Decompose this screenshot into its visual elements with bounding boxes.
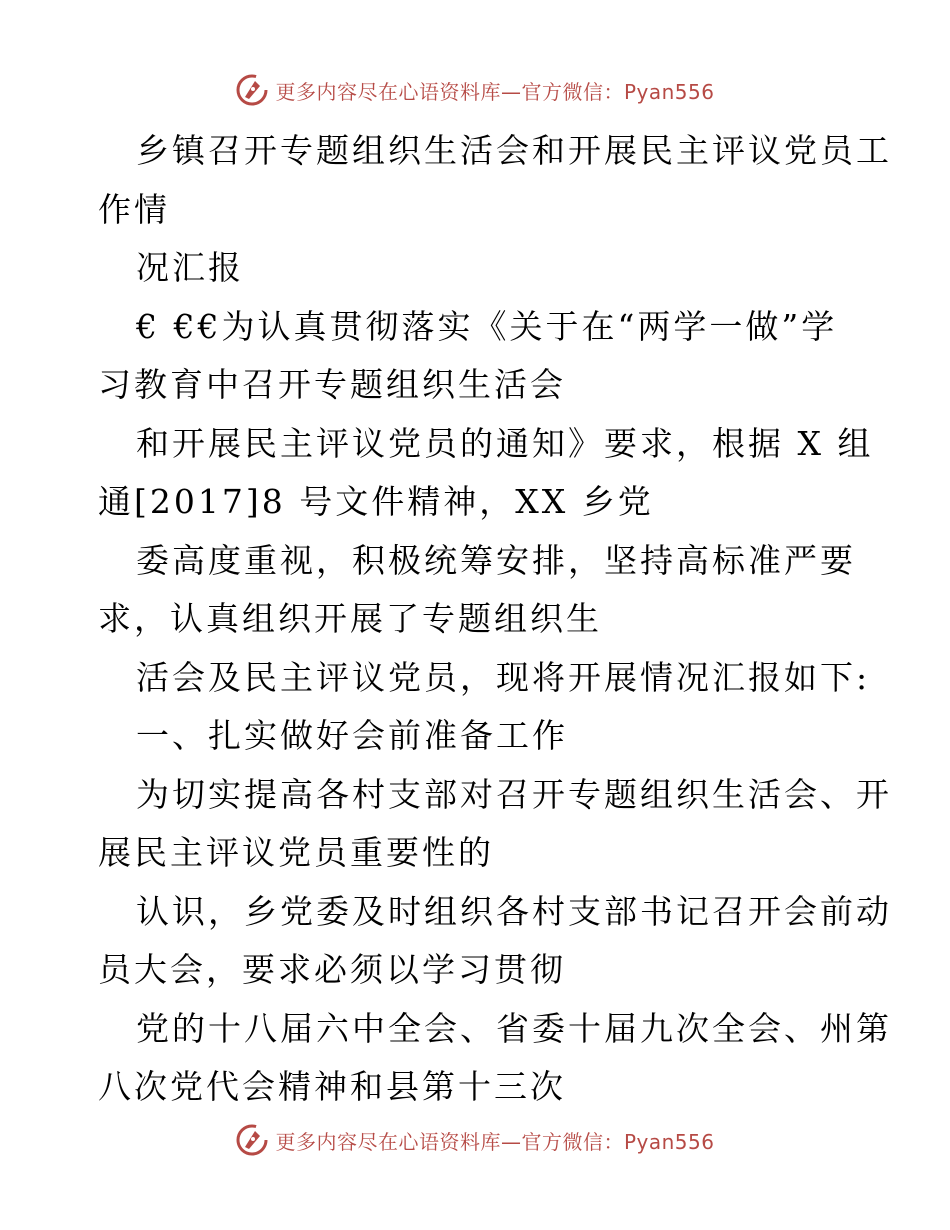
paragraph-line: 展民主评议党员重要性的 xyxy=(98,833,494,872)
paragraph-line: 认识，乡党委及时组织各村支部书记召开会前动 xyxy=(136,891,892,931)
footer-banner-text: 更多内容尽在心语资料库—官方微信：Pyan556 xyxy=(275,1129,715,1154)
paragraph-line: 为切实提高各村支部对召开专题组织生活会、开 xyxy=(136,774,892,814)
pen-nib-logo-icon xyxy=(235,1123,269,1157)
title-line-3: 况汇报 xyxy=(136,248,244,287)
paragraph-line: 和开展民主评议党员的通知》要求，根据 X 组 xyxy=(136,423,874,463)
pen-nib-logo-icon xyxy=(235,73,269,107)
paragraph-line: 活会及民主评议党员，现将开展情况汇报如下: xyxy=(136,657,871,697)
paragraph-line: 员大会，要求必须以学习贯彻 xyxy=(98,950,566,989)
header-banner-text: 更多内容尽在心语资料库—官方微信：Pyan556 xyxy=(275,79,715,104)
header-banner xyxy=(0,70,950,110)
paragraph-line: 求，认真组织开展了专题组织生 xyxy=(98,599,602,638)
paragraph-line: 党的十八届六中全会、省委十届九次全会、州第 xyxy=(136,1008,892,1048)
footer-banner xyxy=(0,1120,950,1160)
paragraph-line: 通[2017]8 号文件精神，XX 乡党 xyxy=(98,482,654,521)
paragraph-line: 习教育中召开专题组织生活会 xyxy=(98,365,566,404)
title-line-2: 作情 xyxy=(98,189,170,229)
paragraph-line: 八次党代会精神和县第十三次 xyxy=(98,1067,566,1106)
title-line-1: 乡镇召开专题组织生活会和开展民主评议党员工 xyxy=(136,131,892,170)
paragraph-line: 委高度重视，积极统筹安排，坚持高标准严要 xyxy=(136,540,856,580)
paragraph-line: € €€为认真贯彻落实《关于在“两学一做”学 xyxy=(136,306,838,346)
document-body xyxy=(98,122,892,1117)
section-heading: 一、扎实做好会前准备工作 xyxy=(136,716,568,755)
